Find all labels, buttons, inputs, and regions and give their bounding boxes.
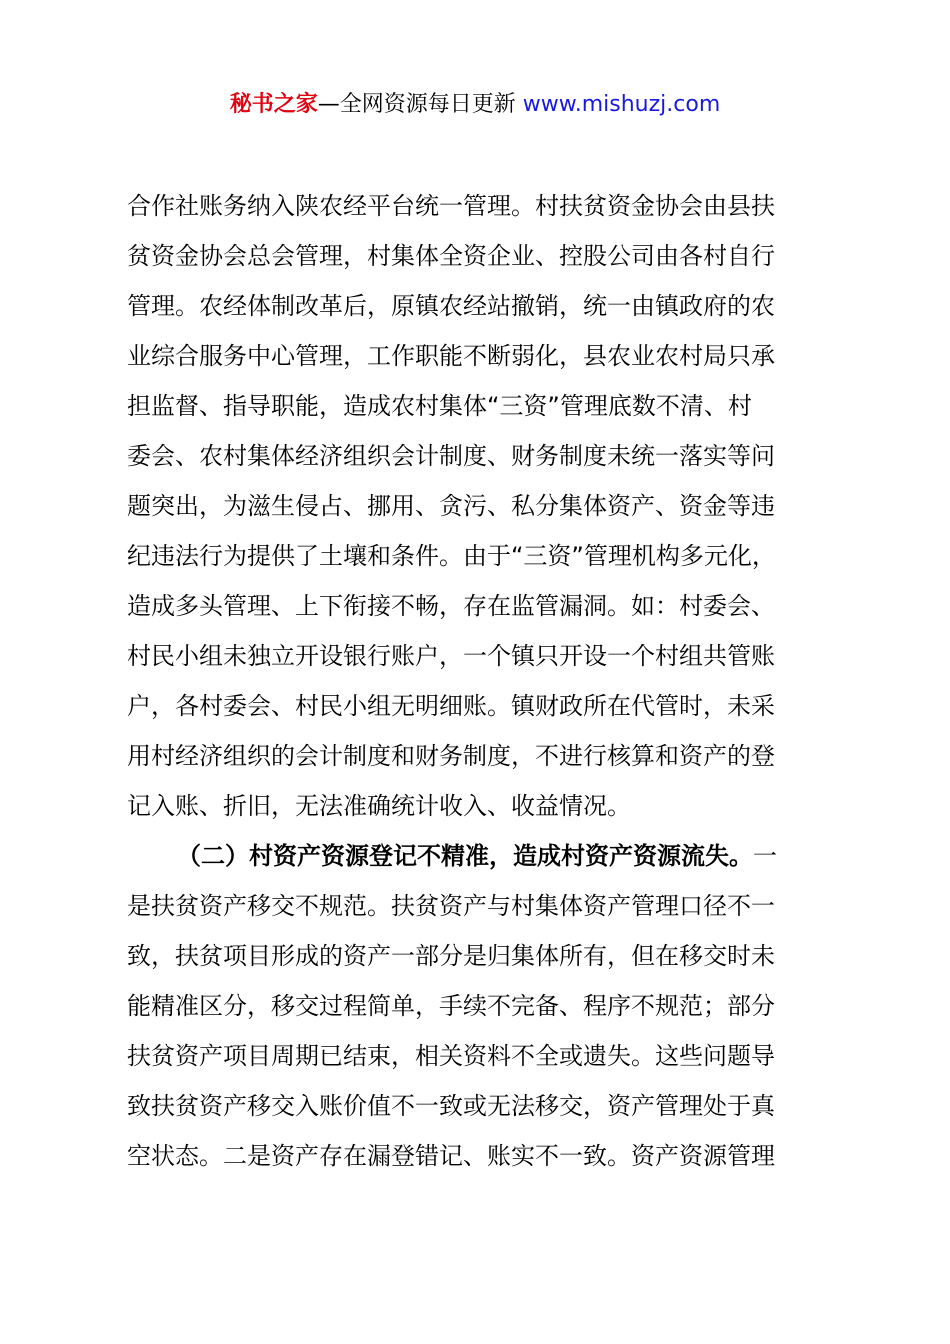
text-line: 用村经济组织的会计制度和财务制度，不进行核算和资产的登 xyxy=(127,742,775,770)
text-line: 村民小组未独立开设银行账户，一个镇只开设一个村组共管账 xyxy=(127,642,775,670)
site-brand: 秘书之家 xyxy=(229,92,318,117)
text-line: 业综合服务中心管理，工作职能不断弱化，县农业农村局只承 xyxy=(127,342,775,370)
text-line: 委会、农村集体经济组织会计制度、财务制度未统一落实等问 xyxy=(127,442,775,470)
text-line: 贫资金协会总会管理，村集体全资企业、控股公司由各村自行 xyxy=(127,242,775,270)
text-line: 题突出，为滋生侵占、挪用、贪污、私分集体资产、资金等违 xyxy=(127,492,775,520)
site-url-link[interactable]: www.mishuzj.com xyxy=(522,92,721,117)
text-line: 担监督、指导职能，造成农村集体“三资”管理底数不清、村 xyxy=(127,392,752,420)
text-line: 记入账、折旧，无法准确统计收入、收益情况。 xyxy=(127,792,631,820)
site-tagline: —全网资源每日更新 xyxy=(317,92,523,117)
text-line: 致扶贫资产移交入账价值不一致或无法移交，资产管理处于真 xyxy=(127,1092,775,1120)
text-line: 致，扶贫项目形成的资产一部分是归集体所有，但在移交时未 xyxy=(127,942,775,970)
text-line: 扶贫资产项目周期已结束，相关资料不全或遗失。这些问题导 xyxy=(127,1042,775,1070)
text-line: 户，各村委会、村民小组无明细账。镇财政所在代管时，未采 xyxy=(127,692,775,720)
text-line: 造成多头管理、上下衔接不畅，存在监管漏洞。如：村委会、 xyxy=(127,592,775,620)
text-line: 合作社账务纳入陕农经平台统一管理。村扶贫资金协会由县扶 xyxy=(127,192,775,220)
text-line: 空状态。二是资产存在漏登错记、账实不一致。资产资源管理 xyxy=(127,1142,775,1170)
text-line: 管理。农经体制改革后，原镇农经站撤销，统一由镇政府的农 xyxy=(127,292,775,320)
section-heading-line xyxy=(127,831,837,881)
site-header xyxy=(0,88,950,122)
section-heading-tail: 一 xyxy=(753,842,777,870)
text-line: 能精准区分，移交过程简单，手续不完备、程序不规范；部分 xyxy=(127,992,775,1020)
text-line: 是扶贫资产移交不规范。扶贫资产与村集体资产管理口径不一 xyxy=(127,892,775,920)
section-heading: （二）村资产资源登记不精准，造成村资产资源流失。 xyxy=(177,842,753,870)
document-body xyxy=(127,181,837,1181)
text-line: 纪违法行为提供了土壤和条件。由于“三资”管理机构多元化， xyxy=(127,542,776,570)
